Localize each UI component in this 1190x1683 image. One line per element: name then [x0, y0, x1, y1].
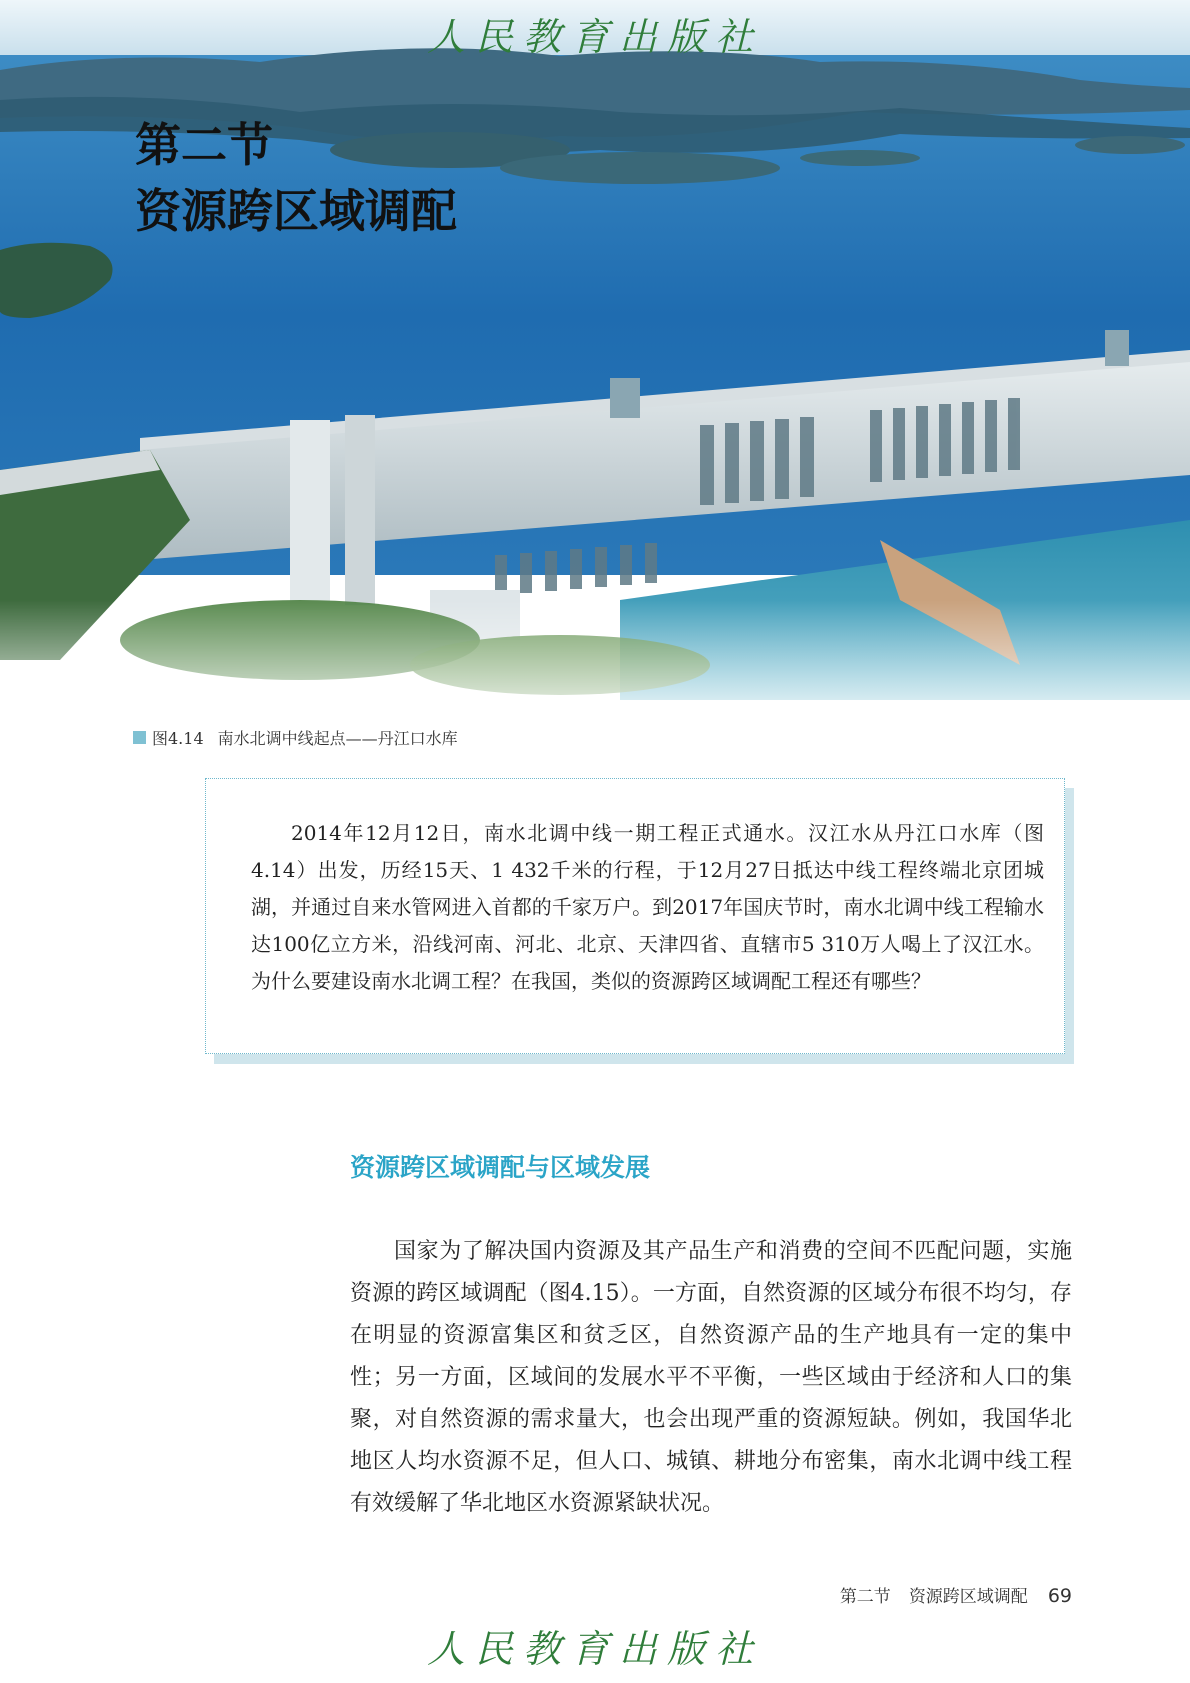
- reservoir-dam-photo: [0, 0, 1190, 735]
- body-paragraph: 国家为了解决国内资源及其产品生产和消费的空间不匹配问题，实施资源的跨区域调配（图4.15）。一方面，自然资源的区域分布很不均匀，存在明显的资源富集区和贫乏区，自然资源产品的生产地具有一定的集中性；另一方面，区域间的发展水平不平衡，一些区域由于经济和人口的集聚，对自然资源的需求量大，也会出现严重的资源短缺。例如，我国华北地区人均水资源不足，但人口、城镇、耕地分布密集，南水北调中线工程有效缓解了华北地区水资源紧缺状况。: [350, 1239, 1072, 1516]
- footer-section-label: 第二节: [839, 1587, 891, 1607]
- publisher-logo: 人民教育出版社: [426, 15, 763, 59]
- subheading: 资源跨区域调配与区域发展: [350, 1153, 651, 1182]
- publisher-logo-bottom: 人民教育出版社: [426, 1627, 763, 1671]
- footer-section-title: 资源跨区域调配: [908, 1587, 1028, 1607]
- section-heading: [135, 112, 457, 244]
- figure-caption-text: 南水北调中线起点——丹江口水库: [217, 729, 458, 748]
- page-number: 69: [1047, 1585, 1072, 1607]
- intro-box: [205, 778, 1065, 1054]
- figure-number: 图4.14: [152, 729, 204, 748]
- intro-paragraph: 2014年12月12日，南水北调中线一期工程正式通水。汉江水从丹江口水库（图4.14）出发，历经15天、1 432千米的行程，于12月27日抵达中线工程终端北京团城湖，并通过自来水管网进入首都的千家万户。到2017年国庆节时，南水北调中线工程输水达100亿立方米，沿线河南、河北、北京、天津四省、直辖市5 310万人喝上了汉江水。为什么要建设南水北调工程？在我国，类似的资源跨区域调配工程还有哪些？: [251, 821, 1044, 993]
- figure-caption: [133, 726, 458, 749]
- page-footer: [840, 1582, 1072, 1607]
- caption-square-icon: [133, 731, 146, 744]
- section-title: 资源跨区域调配: [135, 184, 457, 238]
- section-number: 第二节: [135, 118, 273, 172]
